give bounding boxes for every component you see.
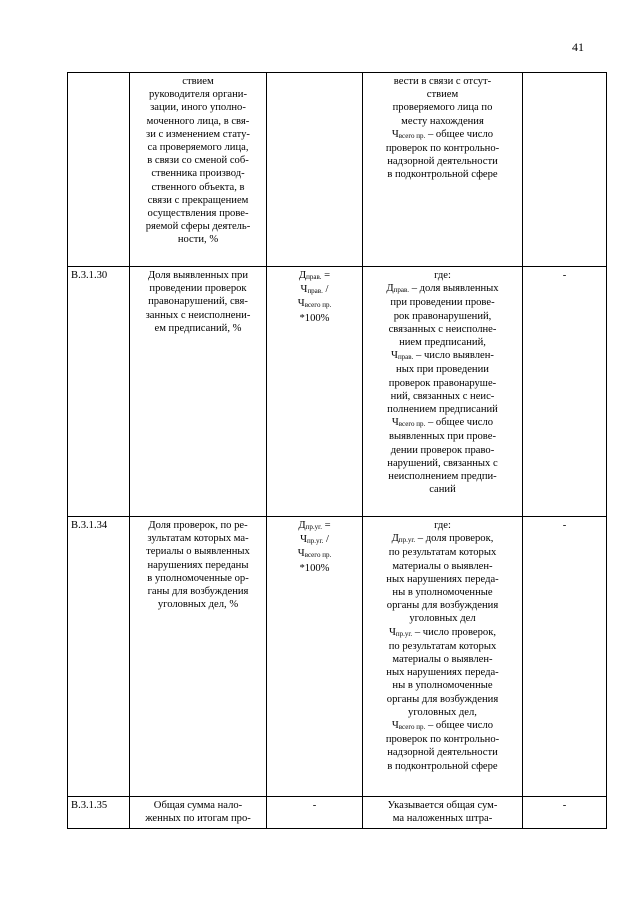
description-line: Указывается общая сум- [387, 800, 498, 811]
indicator-name-line: Общая сумма нало- [153, 800, 243, 811]
indicator-name-line: занных с неисполнени- [145, 309, 251, 321]
indicator-name-line: проведении проверок [149, 283, 247, 295]
indicator-name-line: ственного объекта, в [151, 181, 245, 193]
formula-line: Чвсего пр. [297, 298, 332, 310]
indicator-name-line: зультатам которых ма- [147, 533, 249, 545]
indicator-name-cell [130, 73, 267, 267]
indicator-name-line: правонарушений, свя- [148, 296, 248, 308]
description-line: надзорной деятельности [387, 747, 498, 759]
description-line: уголовных дел [409, 613, 476, 625]
description-line: нием предписаний, [399, 337, 486, 349]
table-row [68, 267, 607, 517]
description-line: проверок по контрольно- [385, 143, 500, 155]
indicator-description-cell [363, 517, 523, 797]
indicator-name-line: ем предписаний, % [154, 322, 242, 334]
description-line: месту нахождения [401, 115, 484, 127]
description-line: связанных с неисполне- [388, 323, 497, 335]
indicator-name-cell [130, 797, 267, 829]
description-line: ма наложенных штра- [392, 813, 493, 825]
description-line: проверяемого лица по [392, 102, 493, 114]
description-line: по результатам которых [388, 640, 497, 652]
indicator-name-line: ряемой сферы деятель- [145, 221, 251, 233]
indicator-name-line: связи с прекращением [147, 194, 249, 206]
indicator-name-line: Доля проверок, по ре- [148, 520, 248, 531]
formula-line: - [312, 800, 317, 811]
description-line: нарушений, связанных с [387, 457, 498, 469]
description-line: ных нарушениях переда- [386, 573, 499, 585]
description-line: органы для возбуждения [386, 693, 499, 705]
formula-line: *100% [299, 562, 330, 574]
description-line: уголовных дел, [408, 706, 477, 718]
indicator-extra-cell: - [523, 797, 607, 829]
table-row [68, 797, 607, 829]
description-line: выявленных при прове- [389, 431, 496, 443]
indicator-description-cell [363, 797, 523, 829]
description-line: при проведении прове- [390, 297, 495, 309]
indicator-name-line: в уполномоченные ор- [147, 572, 249, 584]
description-line: надзорной деятельности [387, 156, 498, 168]
indicator-name-line: териалы о выявленных [146, 546, 250, 558]
indicator-name-line: ствием [182, 76, 214, 87]
description-line: Дпр.уг. – доля проверок, [391, 533, 494, 545]
description-line: рок правонарушений, [393, 310, 492, 322]
description-line: Чпр.уг. – число проверок, [388, 626, 497, 638]
page-number: 41 [572, 40, 584, 54]
indicator-name-line: зи с изменением стату- [146, 128, 250, 140]
indicator-name-line: руководителя органи- [149, 89, 247, 101]
indicator-name-line: Доля выявленных при [147, 270, 249, 281]
table-body [68, 73, 607, 829]
indicator-name-line: са проверяемого лица, [147, 142, 249, 154]
formula-line: *100% [299, 312, 330, 324]
description-line: в подконтрольной сфере [387, 760, 498, 772]
description-line: материалы о выявлен- [392, 654, 493, 666]
indicator-name-cell [130, 267, 267, 517]
indicator-description-cell [363, 267, 523, 517]
indicator-name-line: моченного лица, в свя- [146, 115, 250, 127]
indicator-formula-cell [267, 797, 363, 829]
indicator-extra-cell: - [523, 267, 607, 517]
indicator-extra-cell: - [523, 517, 607, 797]
formula-line: Чправ. / [300, 284, 329, 296]
formula-line: Чвсего пр. [297, 548, 332, 560]
description-line: органы для возбуждения [386, 600, 499, 612]
indicator-name-line: осуществления прове- [147, 208, 249, 220]
indicator-name-line: женных по итогам про- [145, 813, 251, 825]
description-line: Чвсего пр. – общее число [391, 720, 494, 732]
indicator-name-line: зации, иного уполно- [150, 102, 246, 114]
indicator-name-line: нарушениях переданы [147, 559, 249, 571]
indicator-name-line: ности, % [177, 234, 219, 246]
indicator-name-line: в связи со сменой соб- [147, 155, 249, 167]
description-line: ний, связанных с неис- [390, 390, 495, 402]
indicator-name-cell [130, 517, 267, 797]
indicator-name-line: ственника производ- [151, 168, 245, 180]
description-line: проверок правонаруше- [388, 377, 497, 389]
description-line: неисполнением предпи- [388, 471, 497, 483]
description-line: ствием [426, 89, 459, 101]
description-line: ны в уполномоченные [392, 587, 493, 599]
indicator-code-cell [68, 73, 130, 267]
indicator-formula-cell [267, 267, 363, 517]
description-line: саний [429, 484, 456, 496]
indicator-formula-cell [267, 517, 363, 797]
table-row [68, 517, 607, 797]
indicator-extra-cell [523, 73, 607, 267]
description-line: полнением предписаний [387, 404, 498, 416]
description-line: в подконтрольной сфере [387, 169, 498, 181]
description-line: проверок по контрольно- [385, 734, 500, 746]
description-line: вести в связи с отсут- [393, 76, 492, 87]
description-line: материалы о выявлен- [392, 560, 493, 572]
description-line: Чвсего пр. – общее число [391, 417, 494, 429]
description-line: Чправ. – число выявлен- [391, 350, 494, 362]
indicators-table [67, 72, 607, 829]
indicator-name-line: уголовных дел, % [157, 599, 239, 611]
description-line: ны в уполномоченные [392, 680, 493, 692]
formula-line: Дправ. = [298, 270, 331, 281]
formula-line: Чпр.уг. / [300, 534, 329, 546]
description-line: где: [434, 270, 451, 281]
description-line: Чвсего пр. – общее число [391, 128, 494, 140]
indicator-code-cell: В.3.1.34 [68, 517, 130, 797]
description-line: дении проверок право- [390, 444, 495, 456]
indicator-formula-cell [267, 73, 363, 267]
description-line: по результатам которых [388, 547, 497, 559]
indicator-code-cell: В.3.1.30 [68, 267, 130, 517]
formula-line: Дпр.уг. = [298, 520, 331, 531]
indicator-description-cell [363, 73, 523, 267]
indicator-name-line: ганы для возбуждения [147, 586, 249, 598]
description-line: ных при проведении [396, 364, 489, 376]
indicator-code-cell: В.3.1.35 [68, 797, 130, 829]
description-line: где: [434, 520, 451, 531]
description-line: ных нарушениях переда- [386, 667, 499, 679]
table-row [68, 73, 607, 267]
description-line: Дправ. – доля выявленных [386, 283, 499, 295]
